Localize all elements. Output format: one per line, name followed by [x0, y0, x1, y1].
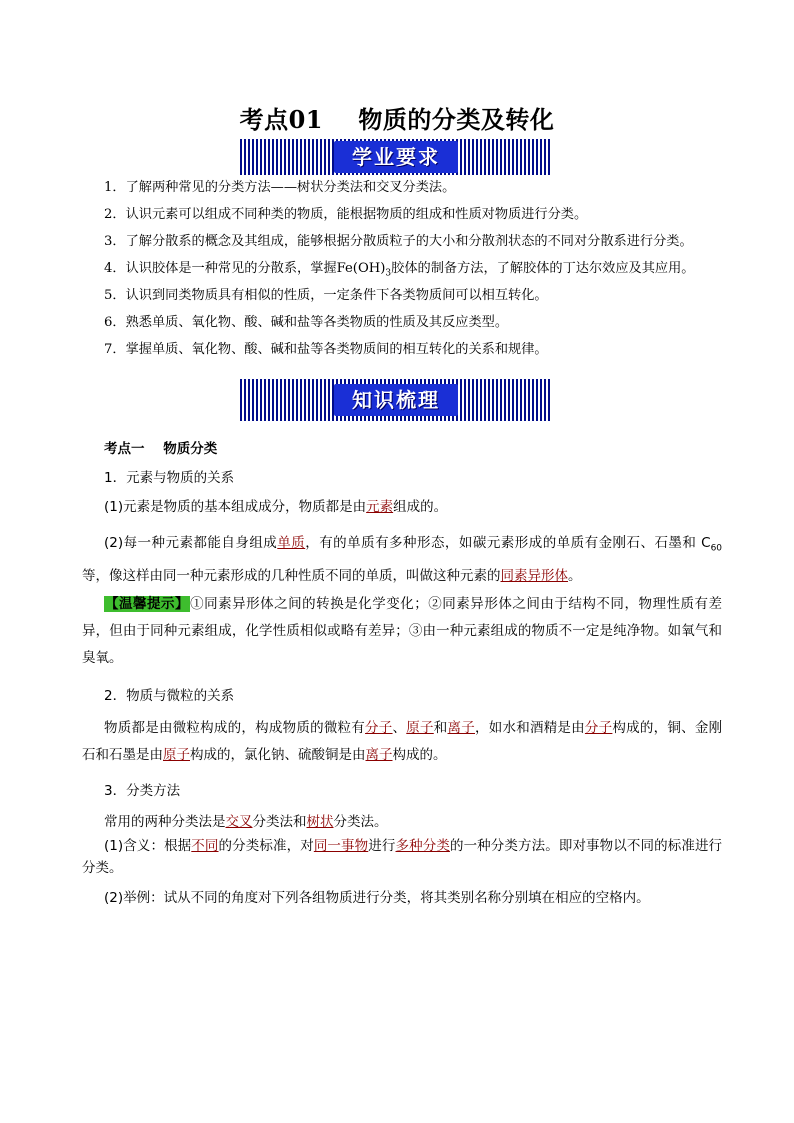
requirement-item: 1．了解两种常见的分类方法——树状分类法和交叉分类法。 [104, 180, 456, 195]
banner-knowledge-review [240, 379, 552, 421]
section-heading: 考点一 物质分类 [104, 441, 218, 457]
tip-paragraph: 【温馨提示】①同素异形体之间的转换是化学变化；②同素异形体之间由于结构不同，物理性质有差异，但由于同种元素组成，化学性质相似或略有差异；③由一种元素组成的物质不一定是纯净物。如氧气和臭氧。 [82, 596, 723, 666]
paragraph: (1)含义：根据不同的分类标准，对同一事物进行多种分类的一种分类方法。即对事物以不同的标准进行分类。 [82, 838, 723, 876]
requirement-item: 3．了解分散系的概念及其组成，能够根据分散质粒子的大小和分散剂状态的不同对分散系进行分类。 [104, 234, 693, 249]
banner-label: 学业要求 [334, 141, 458, 173]
banner-academic-requirements [240, 139, 552, 175]
banner-label: 知识梳理 [334, 384, 458, 416]
requirement-item: 7．掌握单质、氧化物、酸、碱和盐等各类物质间的相互转化的关系和规律。 [104, 342, 548, 357]
requirement-item: 5．认识到同类物质具有相似的性质，一定条件下各类物质间可以相互转化。 [104, 288, 548, 303]
subsection-heading: 2．物质与微粒的关系 [104, 688, 235, 704]
tip-badge: 【温馨提示】 [105, 596, 190, 612]
requirement-item: 6．熟悉单质、氧化物、酸、碱和盐等各类物质的性质及其反应类型。 [104, 315, 509, 330]
paragraph: 物质都是由微粒构成的，构成物质的微粒有分子、原子和离子，如水和酒精是由分子构成的，铜、金刚石和石墨是由原子构成的，氯化钠、硫酸铜是由离子构成的。 [82, 720, 723, 763]
requirement-item: 4．认识胶体是一种常见的分散系，掌握$Fe(OH)_3$胶体的制备方法，了解胶体的丁达尔效应及其应用。 [104, 261, 695, 279]
subsection-heading: 1．元素与物质的关系 [104, 470, 235, 486]
paragraph: (2)举例：试从不同的角度对下列各组物质进行分类，将其类别名称分别填在相应的空格内。 [104, 890, 650, 906]
page-title: 考点01 物质的分类及转化 [239, 105, 555, 134]
paragraph: (2)每一种元素都能自身组成单质，有的单质有多种形态，如碳元素形成的单质有金刚石、石墨和 $C_{60}$ 等，像这样由同一种元素形成的几种性质不同的单质，叫做这种元素的同素异形体。 [82, 535, 723, 584]
paragraph: 常用的两种分类法是交叉分类法和树状分类法。 [104, 814, 388, 830]
subsection-heading: 3．分类方法 [104, 783, 181, 799]
requirement-item: 2．认识元素可以组成不同种类的物质，能根据物质的组成和性质对物质进行分类。 [104, 207, 588, 222]
paragraph: (1)元素是物质的基本组成成分，物质都是由元素组成的。 [104, 499, 448, 515]
